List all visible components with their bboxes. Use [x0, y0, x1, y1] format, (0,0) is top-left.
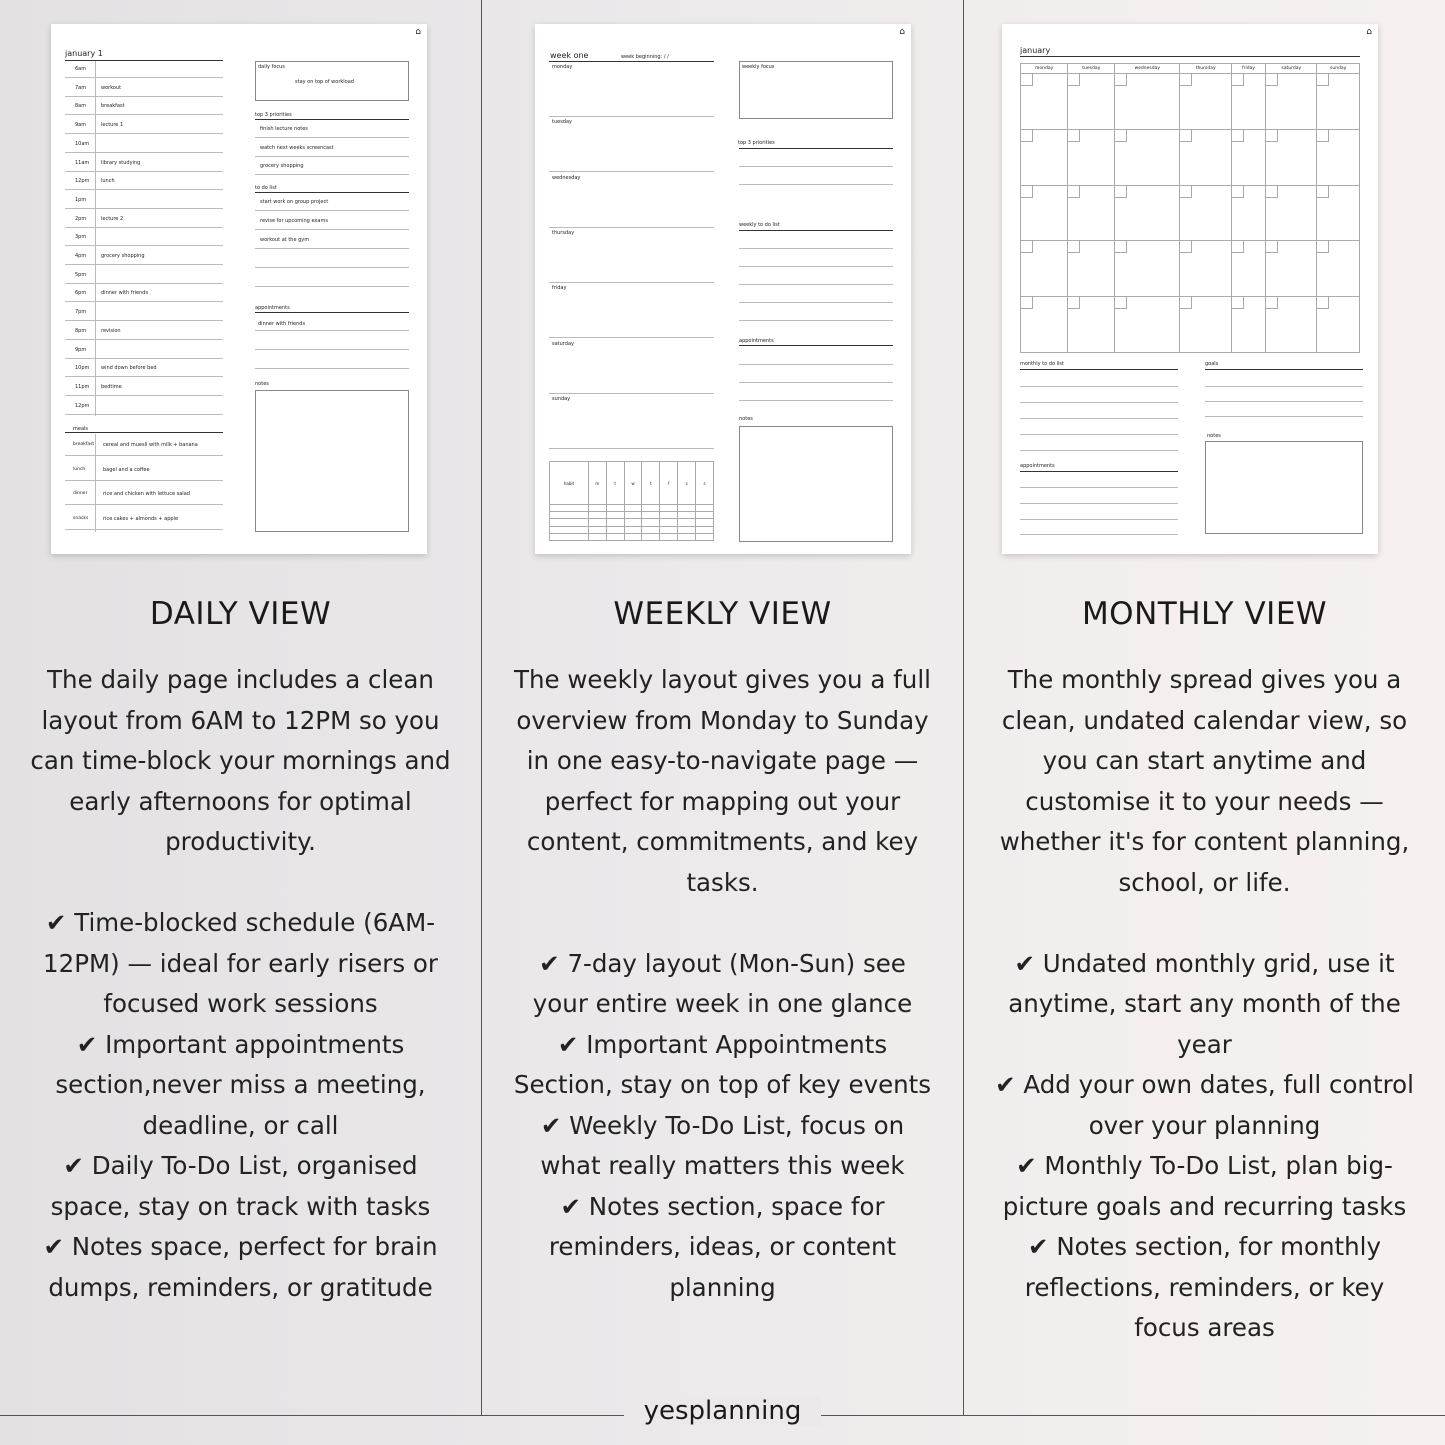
habit-header: t [642, 462, 660, 505]
daily-feature: ✔ Time-blocked schedule (6AM-12PM) — ideal for early risers or focused work sessions [43, 908, 438, 1018]
priority-item: watch next weeks screencast [260, 144, 334, 151]
monthly-feature: ✔ Undated monthly grid, use it anytime, start any month of the year [1008, 948, 1401, 1059]
hour-label: 3pm [75, 234, 87, 241]
day-cell [1266, 297, 1317, 353]
day-cell [1317, 297, 1360, 353]
habit-header: m [588, 462, 606, 505]
habit-header: w [624, 462, 642, 505]
week-beginning: week beginning: / / [621, 54, 669, 60]
day-label: thursday [552, 229, 575, 236]
home-icon: ⌂ [899, 27, 905, 37]
appointments-label: appointments [739, 338, 774, 344]
weekday-header: saturday [1266, 64, 1317, 74]
day-cell [1115, 129, 1180, 185]
weekly-column [482, 0, 963, 1415]
day-cell [1068, 74, 1115, 130]
meal-food: cereal and muesli with milk + banana [103, 442, 198, 448]
monthly-title: january [1020, 46, 1051, 55]
weekly-feature: ✔ Notes section, space for reminders, ideas, or content planning [548, 1191, 897, 1302]
weekly-heading: WEEKLY VIEW [613, 596, 832, 632]
day-cell [1068, 129, 1115, 185]
meal-label: breakfast [73, 442, 95, 447]
day-cell [1068, 297, 1115, 353]
daily-description: The daily page includes a clean layout from 6AM to 12PM so you can time-block your mornings and early afternoons for optimal productivity. [30, 665, 451, 856]
weekly-feature: ✔ Weekly To-Do List, focus on what really matters this week [540, 1110, 905, 1180]
daily-title: january 1 [65, 49, 103, 58]
day-cell [1266, 129, 1317, 185]
hour-label: 9pm [75, 346, 87, 353]
notes-label: notes [1207, 433, 1221, 439]
day-cell [1180, 74, 1232, 130]
hour-task: bedtime [101, 383, 122, 390]
daily-feature: ✔ Important appointments section,never miss a meeting, deadline, or call [55, 1029, 426, 1140]
monthly-description: The monthly spread gives you a clean, undated calendar view, so you can start anytime and customise it to your needs — whether it's for content planning, school, or life. [999, 665, 1410, 897]
weekly-description: The weekly layout gives you a full overview from Monday to Sunday in one easy-to-navigate page — perfect for mapping out your content, commitments, and key tasks. [514, 665, 931, 897]
hour-label: 12pm [75, 402, 90, 409]
day-label: tuesday [552, 119, 573, 126]
hour-label: 2pm [75, 215, 87, 222]
hour-label: 7am [75, 84, 87, 91]
monthly-page-preview [1002, 24, 1378, 554]
priorities-label: top 3 priorities [255, 112, 292, 118]
hour-label: 11am [75, 159, 90, 166]
daily-feature: ✔ Notes space, perfect for brain dumps, reminders, or gratitude [43, 1232, 438, 1302]
notes-box [1205, 441, 1363, 534]
home-icon: ⌂ [415, 27, 421, 37]
hour-task: dinner with friends [101, 290, 149, 297]
home-icon: ⌂ [1366, 27, 1372, 37]
weekday-header: monday [1021, 64, 1068, 74]
meal-label: dinner [73, 491, 88, 496]
day-cell [1317, 185, 1360, 241]
day-cell [1180, 241, 1232, 297]
day-cell [1021, 241, 1068, 297]
day-cell [1231, 241, 1265, 297]
monthly-column [964, 0, 1445, 1415]
day-cell [1115, 297, 1180, 353]
weekly-focus-label: weekly focus [742, 64, 775, 70]
day-cell [1317, 129, 1360, 185]
hour-task: workout [101, 84, 122, 91]
hour-task: revision [101, 327, 121, 334]
habit-header: s [696, 462, 714, 505]
hour-label: 6pm [75, 290, 87, 297]
weekday-header: wednesday [1115, 64, 1180, 74]
day-cell [1021, 74, 1068, 130]
day-cell [1317, 74, 1360, 130]
daily-heading: DAILY VIEW [149, 596, 332, 632]
day-cell [1266, 241, 1317, 297]
day-label: sunday [552, 395, 571, 402]
hour-label: 9am [75, 122, 87, 129]
daily-column [0, 0, 481, 1415]
day-label: monday [552, 64, 573, 70]
day-cell [1115, 185, 1180, 241]
weekly-feature: ✔ 7-day layout (Mon-Sun) see your entire week in one glance [532, 948, 913, 1018]
hour-task: breakfast [101, 103, 125, 110]
weekly-feature: ✔ Important Appointments Section, stay on top of key events [513, 1029, 932, 1099]
monthly-feature: ✔ Notes section, for monthly reflections, reminders, or key focus areas [1024, 1232, 1385, 1342]
monthly-feature: ✔ Add your own dates, full control over your planning [995, 1070, 1414, 1140]
habit-header: f [660, 462, 678, 505]
hour-label: 12pm [75, 178, 90, 185]
appointments-label: appointments [1020, 463, 1055, 469]
habit-header: s [678, 462, 696, 505]
hour-label: 1pm [75, 196, 87, 203]
hour-task: lecture 1 [101, 122, 124, 129]
day-cell [1231, 185, 1265, 241]
weekday-header: friday [1231, 64, 1265, 74]
day-cell [1180, 297, 1232, 353]
hour-label: 4pm [75, 253, 87, 259]
notes-label: notes [739, 416, 753, 422]
meals-label: meals [73, 426, 89, 432]
day-cell [1115, 241, 1180, 297]
hour-task: grocery shopping [101, 253, 145, 259]
hour-label: 7pm [75, 309, 87, 316]
day-cell [1068, 185, 1115, 241]
priorities-label: top 3 priorities [738, 140, 775, 146]
daily-page-preview [51, 24, 427, 554]
brand-name: yesplanning [624, 1396, 822, 1426]
weekly-title: week one [550, 51, 589, 60]
todo-item: workout at the gym [260, 237, 310, 243]
meal-food: rice cakes + almonds + apple [103, 515, 179, 522]
notes-box [255, 390, 409, 532]
hour-task: wind down before bed [101, 365, 157, 372]
weekday-header: tuesday [1068, 64, 1115, 74]
todo-item: revise for upcoming exams [260, 218, 328, 224]
day-cell [1317, 241, 1360, 297]
appointment-item: dinner with friends [258, 321, 306, 327]
notes-label: notes [255, 381, 269, 387]
meal-label: lunch [73, 466, 86, 472]
weekly-page-preview [535, 24, 911, 554]
hour-label: 5pm [75, 271, 87, 278]
day-label: wednesday [552, 174, 581, 181]
daily-feature: ✔ Daily To-Do List, organised space, stay on track with tasks [50, 1151, 431, 1221]
hour-label: 10am [75, 140, 90, 147]
day-cell [1115, 74, 1180, 130]
todo-label: to do list [255, 185, 277, 191]
notes-box [739, 426, 893, 542]
day-cell [1021, 129, 1068, 185]
day-cell [1266, 185, 1317, 241]
goals-label: goals [1205, 361, 1219, 367]
habit-tracker [549, 461, 714, 541]
todo-label: monthly to do list [1020, 361, 1064, 367]
appointments-label: appointments [255, 305, 290, 311]
hour-label: 6am [75, 66, 87, 72]
day-cell [1231, 297, 1265, 353]
priority-item: finish lecture notes [260, 126, 308, 132]
weekly-body [512, 660, 933, 1308]
hour-label: 8pm [75, 327, 87, 334]
monthly-body [994, 660, 1415, 1349]
weekly-focus-box [739, 61, 893, 119]
day-cell [1068, 241, 1115, 297]
weekday-header: sunday [1317, 64, 1360, 74]
day-cell [1180, 129, 1232, 185]
todo-item: start work on group project [260, 199, 329, 205]
meal-food: rice and chicken with lettuce salad [103, 491, 190, 497]
hour-label: 8am [75, 103, 87, 110]
habit-header: habit [550, 462, 589, 505]
priority-item: grocery shopping [260, 163, 304, 169]
hour-label: 10pm [75, 365, 90, 372]
weekday-header: thursday [1180, 64, 1232, 74]
hour-task: lunch [101, 178, 115, 185]
day-label: saturday [552, 340, 574, 347]
hour-label: 11pm [75, 383, 90, 390]
hour-task: lecture 2 [101, 215, 124, 222]
monthly-calendar-grid [1020, 63, 1360, 353]
day-cell [1180, 185, 1232, 241]
day-cell [1231, 74, 1265, 130]
brand-footer [0, 1396, 1445, 1426]
meal-label: snacks [73, 515, 89, 521]
monthly-heading: MONTHLY VIEW [1081, 596, 1328, 632]
day-cell [1231, 129, 1265, 185]
day-cell [1021, 185, 1068, 241]
daily-focus-label: daily focus [258, 64, 285, 70]
hour-task: library studying [101, 159, 141, 166]
meal-food: bagel and a coffee [103, 466, 150, 473]
day-cell [1266, 74, 1317, 130]
monthly-feature: ✔ Monthly To-Do List, plan big-picture goals and recurring tasks [1002, 1151, 1407, 1221]
day-label: friday [552, 285, 567, 292]
daily-body [30, 660, 451, 1308]
daily-focus-text: stay on top of workload [295, 79, 354, 85]
todo-label: weekly to do list [739, 222, 780, 228]
habit-header: t [606, 462, 624, 505]
day-cell [1021, 297, 1068, 353]
